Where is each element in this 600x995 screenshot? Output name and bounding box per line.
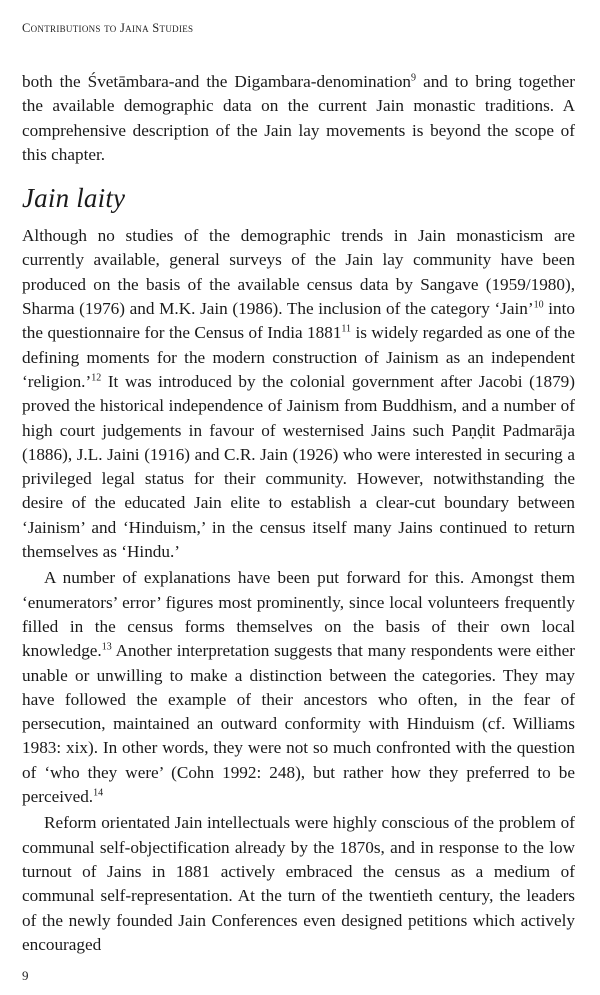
page-number: 9 — [22, 968, 29, 983]
paragraph-3 — [22, 811, 575, 957]
p1-text-3: is widely regarded as one of the defining moments for the modern construction of Jainism as an independent ‘religion.’ — [22, 323, 575, 391]
p1-text-1: Although no studies of the demographic trends in Jain monasticism are currently available, general surveys of the Jain lay community have been produced on the basis of the available census data by Sangave (1959/1980), Sharma (1976) and M.K. Jain (1986). The inclusion of the category ‘Jain’ — [22, 226, 575, 319]
p2-text-2: Another interpretation suggests that many respondents were either unable or unwilling to make a distinction between the categories. They may have followed the example of their ancestors who often, in the fear of persecution, maintained an outward conformity with Hinduism (cf. Williams 1983: xix). In other words, they were not so much confronted with the question of ‘who they were’ (Cohn 1992: 248), but rather how they preferred to be perceived. — [22, 641, 575, 807]
intro-text-1: both the Śvetāmbara-and the Digambara-denomination — [22, 72, 412, 91]
paragraph-2 — [22, 566, 575, 809]
footnote-ref-12[interactable]: 12 — [91, 372, 102, 384]
page-body — [22, 70, 575, 957]
footnote-ref-13[interactable]: 13 — [101, 641, 112, 653]
footnote-ref-14[interactable]: 14 — [93, 787, 104, 799]
section-heading: Jain laity — [22, 183, 126, 214]
running-head: Contributions to Jaina Studies — [22, 21, 194, 35]
footnote-ref-10[interactable]: 10 — [533, 299, 544, 311]
paragraph-1 — [22, 224, 575, 564]
intro-paragraph — [22, 70, 575, 167]
p2-text-1: A number of explanations have been put forward for this. Amongst them ‘enumerators’ error’ figures most prominently, since local volunteers frequently filled in the census forms themselves on the basis of their own local knowledge. — [22, 568, 575, 661]
footnote-ref-11[interactable]: 11 — [341, 323, 352, 335]
p3-text-1: Reform orientated Jain intellectuals were highly conscious of the problem of communal self-objectification already by the 1870s, and in response to the low turnout of Jains in 1881 actively embraced the census as a medium of communal self-representation. At the turn of the twentieth century, the leaders of the newly founded Jain Conferences even designed petitions which actively encouraged — [22, 813, 575, 954]
p1-text-2: into the questionnaire for the Census of India 1881 — [22, 299, 575, 343]
p1-text-4: It was introduced by the colonial government after Jacobi (1879) proved the historical independence of Jainism from Buddhism, and a number of high court judgements in favour of westernised Jains such Paṇḍit Padmarāja (1886), J.L. Jaini (1916) and C.R. Jain (1926) who were interested in securing a privileged legal status for their community. However, notwithstanding the desire of the educated Jain elite to establish a clear-cut boundary between ‘Jainism’ and ‘Hinduism,’ in the census itself many Jains continued to return themselves as ‘Hindu.’ — [22, 371, 575, 562]
footnote-ref-9[interactable]: 9 — [411, 72, 417, 84]
intro-text-2: and to bring together the available demographic data on the current Jain monastic traditions. A comprehensive description of the Jain lay movements is beyond the scope of this chapter. — [22, 72, 575, 164]
